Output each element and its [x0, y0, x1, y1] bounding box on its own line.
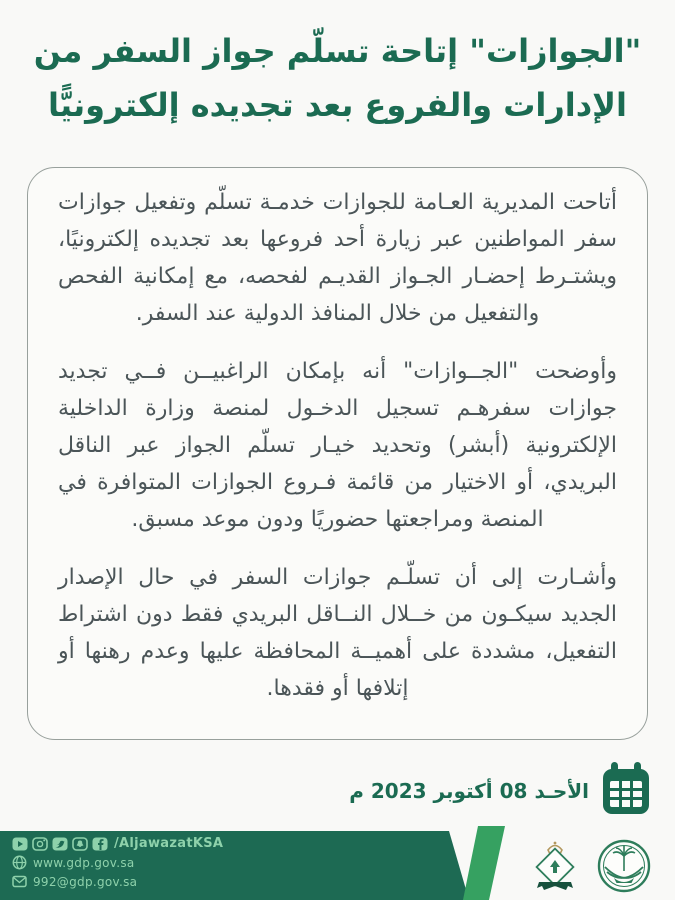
title-line-1: "الجوازات" إتاحة تسلّم جواز السفر من	[33, 32, 642, 70]
calendar-icon	[602, 762, 650, 820]
paragraph-2: وأوضحت "الجــوازات" أنه بإمكان الراغبيــن فــي تجديد جوازات سفرهـم تسجيل الدخـول لمنصة وزارة الداخلية الإلكترونية (أبشر) وتحديد خيـار تسلّم الجواز عبر الناقل البريدي، أو الاختيار من قائمة فـروع الجوازات المتوافرة في المنصة ومراجعتها حضوريًا ودون موعد مسبق.	[58, 359, 617, 532]
jawazat-logo	[531, 841, 579, 899]
social-row	[12, 834, 223, 853]
website-url[interactable]: www.gdp.gov.sa	[33, 855, 135, 870]
envelope-icon	[12, 875, 27, 888]
contact-block	[12, 834, 223, 891]
publish-date-row	[349, 762, 650, 820]
youtube-icon[interactable]	[12, 837, 28, 851]
facebook-icon[interactable]	[92, 837, 108, 851]
social-handle[interactable]: /AljawazatKSA	[114, 836, 224, 851]
social-icons	[12, 837, 108, 851]
moi-logo	[597, 838, 651, 898]
checkmark-shape	[463, 826, 505, 900]
publish-date: الأحـد 08 أكتوبر 2023 م	[349, 779, 589, 803]
snapchat-icon[interactable]	[72, 837, 88, 851]
website-row	[12, 853, 223, 872]
twitter-icon[interactable]	[52, 837, 68, 851]
title-line-2: الإدارات والفروع بعد تجديده إلكترونيًّا	[48, 86, 627, 124]
email-row	[12, 872, 223, 891]
paragraph-1: أتاحت المديرية العـامة للجوازات خدمـة تسلّم وتفعيل جوازات سفر المواطنين عبر زيارة أحد فروعها بعد تجديده إلكترونيًا، ويشتـرط إحضـار الجـواز القديـم لفحصه، مع إمكانية الفحص والتفعيل من خلال المنافذ الدولية عند السفر.	[58, 190, 617, 326]
globe-icon	[12, 855, 27, 870]
article-card	[27, 167, 648, 740]
paragraph-3: وأشـارت إلى أن تسلّـم جوازات السفر في حال الإصدار الجديد سيكـون من خــلال النــاقل البريدي فقط دون اشتراط التفعيل، مشددة على أهميــة المحافظة عليها وعدم رهنها أو إتلافها أو فقدها.	[58, 565, 617, 701]
article-title	[20, 24, 655, 132]
email-address[interactable]: 992@gdp.gov.sa	[33, 874, 138, 889]
instagram-icon[interactable]	[32, 837, 48, 851]
